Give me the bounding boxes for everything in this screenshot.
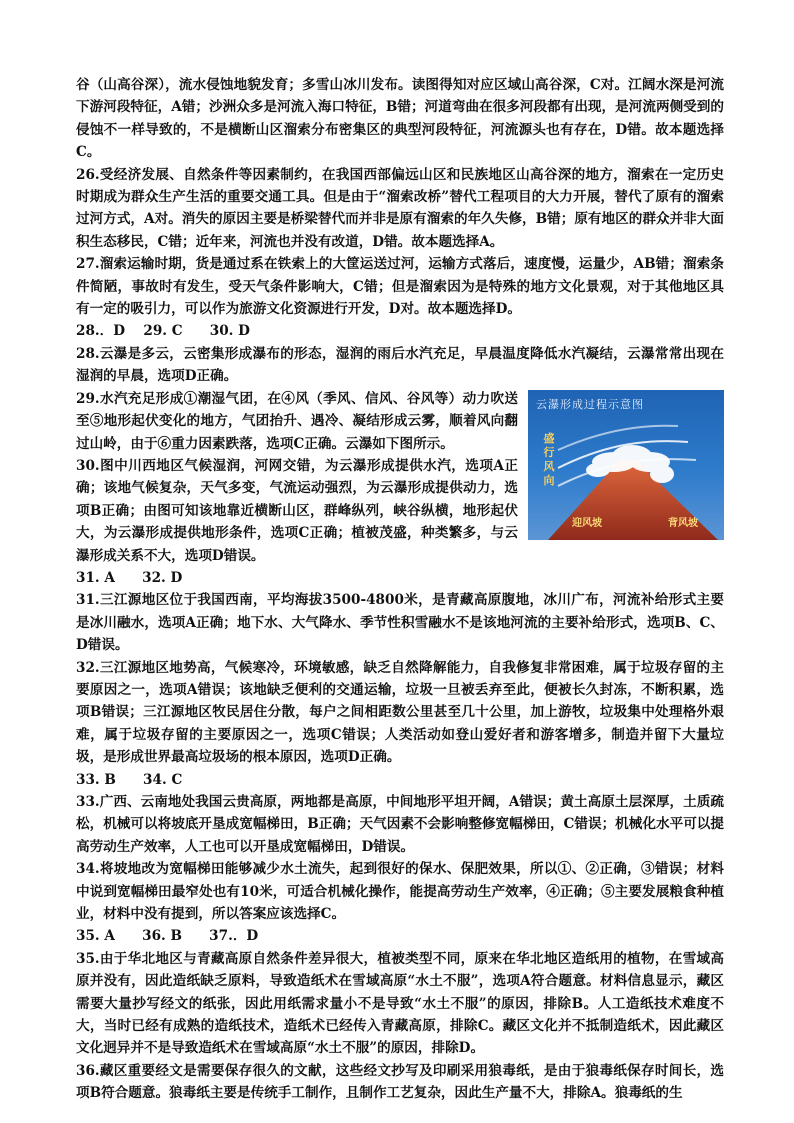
paragraph-q28: 28.云瀑是多云，云密集形成瀑布的形态，湿润的雨后水汽充足，早晨温度降低水汽凝结，云瀑常常出现在湿润的早晨，选项D正确。 — [76, 345, 724, 385]
answers-33-34: 33. B 34. C — [76, 771, 183, 788]
figure-wrap-block — [76, 388, 724, 567]
paragraph-q31: 31.三江源地区位于我国西南，平均海拔3500-4800米，是青藏高原腹地，冰川广布，河流补给形式主要是冰川融水，选项A正确；地下水、大气降水、季节性积雪融水不是该地河流的主要补给形式，选项B、C、D错误。 — [76, 592, 724, 654]
cloud-waterfall-figure — [528, 390, 724, 540]
paragraph-q32: 32.三江源地区地势高，气候寒冷，环境敏感，缺乏自然降解能力，自我修复非常困难，属于垃圾存留的主要原因之一，选项A错误；该地缺乏便利的交通运输，垃圾一旦被丢弃至此，便被长久封冻，不断积累，选项B错误；三江源地区牧民居住分散，每户之间相距数公里甚至几十公里，加上游牧，垃圾集中处理格外艰难，属于垃圾存留的主要原因之一，选项C错误；人类活动如登山爱好者和游客增多，制造并留下大量垃圾，是形成世界最高垃圾场的根本原因，选项D正确。 — [76, 659, 724, 766]
answers-31-32: 31. A 32. D — [76, 569, 183, 586]
figure-title: 云瀑形成过程示意图 — [536, 397, 644, 411]
paragraph-q30: 30.图中川西地区气候湿润，河网交错，为云瀑形成提供水汽，选项A正确；该地气候复杂，天气多变，气流运动强烈，为云瀑形成提供动力，选项B正确；由图可知该地靠近横断山区，群峰纵列，峡谷纵横，地形起伏大，为云瀑形成提供地形条件，选项C正确；植被茂盛，种类繁多，与云瀑形成关系不大，选项D错误。 — [76, 457, 518, 564]
paragraph-q34: 34.将坡地改为宽幅梯田能够减少水土流失，起到很好的保水、保肥效果，所以①、②正确，③错误；材料中说到宽幅梯田最窄处也有10米，可适合机械化操作，能提高劳动生产效率，④正确；⑤主要发展粮食种植业，材料中没有提到，所以答案应该选择C。 — [76, 861, 724, 923]
paragraph-q26: 26.受经济发展、自然条件等因素制约，在我国西部偏远山区和民族地区山高谷深的地方，溜索在一定历史时期成为群众生产生活的重要交通工具。但是由于“溜索改桥”替代工程项目的大力开展，替代了原有的溜索过河方式，A对。消失的原因主要是桥梁替代而并非是原有溜索的年久失修，B错；原有地区的群众并非大面积生态移民，C错；近年来，河流也并没有改道，D错。故本题选择A。 — [76, 166, 724, 250]
answer-page — [76, 74, 724, 1105]
paragraph-q33: 33.广西、云南地处我国云贵高原，两地都是高原，中间地形平坦开阔，A错误；黄土高原土层深厚，土质疏松，机械可以将坡底开垦成宽幅梯田，B正确；天气因素不会影响整修宽幅梯田，C错误；机械化水平可以提高劳动生产效率，人工也可以开垦成宽幅梯田，D错误。 — [76, 794, 724, 855]
paragraph-q29: 29.水汽充足形成①潮湿气团，在④风（季风、信风、谷风等）动力吹送至⑤地形起伏变化的地方，气团抬升、遇冷、凝结形成云雾，顺着风向翻过山岭，由于⑥重力因素跌落，选项C正确。云瀑如下图所示。 — [76, 390, 518, 452]
paragraph-continuation: 谷（山高谷深），流水侵蚀地貌发育；多雪山冰川发布。读图得知对应区域山高谷深，C对。江阔水深是河流下游河段特征，A错；沙洲众多是河流入海口特征，B错；河道弯曲在很多河段都有出现，是河流两侧受到的侵蚀不一样导致的，不是横断山区溜索分布密集区的典型河段特征，河流源头也有存在，D错。故本题选择C。 — [76, 77, 724, 161]
leeward-slope-label: 背风坡 — [668, 517, 698, 529]
answers-28-30: 28.．D 29. C 30. D — [76, 323, 250, 340]
paragraph-q36: 36.藏区重要经文是需要保存很久的文献，这些经文抄写及印刷采用狼毒纸，是由于狼毒纸保存时间长，选项B符合题意。狼毒纸主要是传统手工制作，且制作工艺复杂，因此生产量不大，排除A。狼毒纸的生 — [76, 1062, 724, 1102]
answers-35-37: 35. A 36. B 37.．D — [76, 928, 259, 945]
paragraph-q35: 35.由于华北地区与青藏高原自然条件差异很大，植被类型不同，原来在华北地区造纸用的植物，在雪域高原并没有，因此造纸缺乏原料，导致造纸术在雪域高原“水土不服”，选项A符合题意。材料信息显示，藏区需要大量抄写经文的纸张，因此用纸需求量小不是导致“水土不服”的原因，排除B。人工造纸技术难度不大，当时已经有成熟的造纸技术，造纸术已经传入青藏高原，排除C。藏区文化并不抵制造纸术，因此藏区文化迥异并不是导致造纸术在雪域高原“水土不服”的原因，排除D。 — [76, 950, 724, 1057]
paragraph-q27: 27.溜索运输时期，货是通过系在铁索上的大筐运送过河，运输方式落后，速度慢，运量少，AB错；溜索条件简陋，事故时有发生，受天气条件影响大，C错；但是溜索因为是特殊的地方文化景观，对于其他地区具有一定的吸引力，可以作为旅游文化资源进行开发，D对。故本题选择D。 — [76, 256, 724, 318]
windward-slope-label: 迎风坡 — [572, 517, 602, 529]
wind-direction-label: 盛行风向 — [543, 431, 555, 487]
